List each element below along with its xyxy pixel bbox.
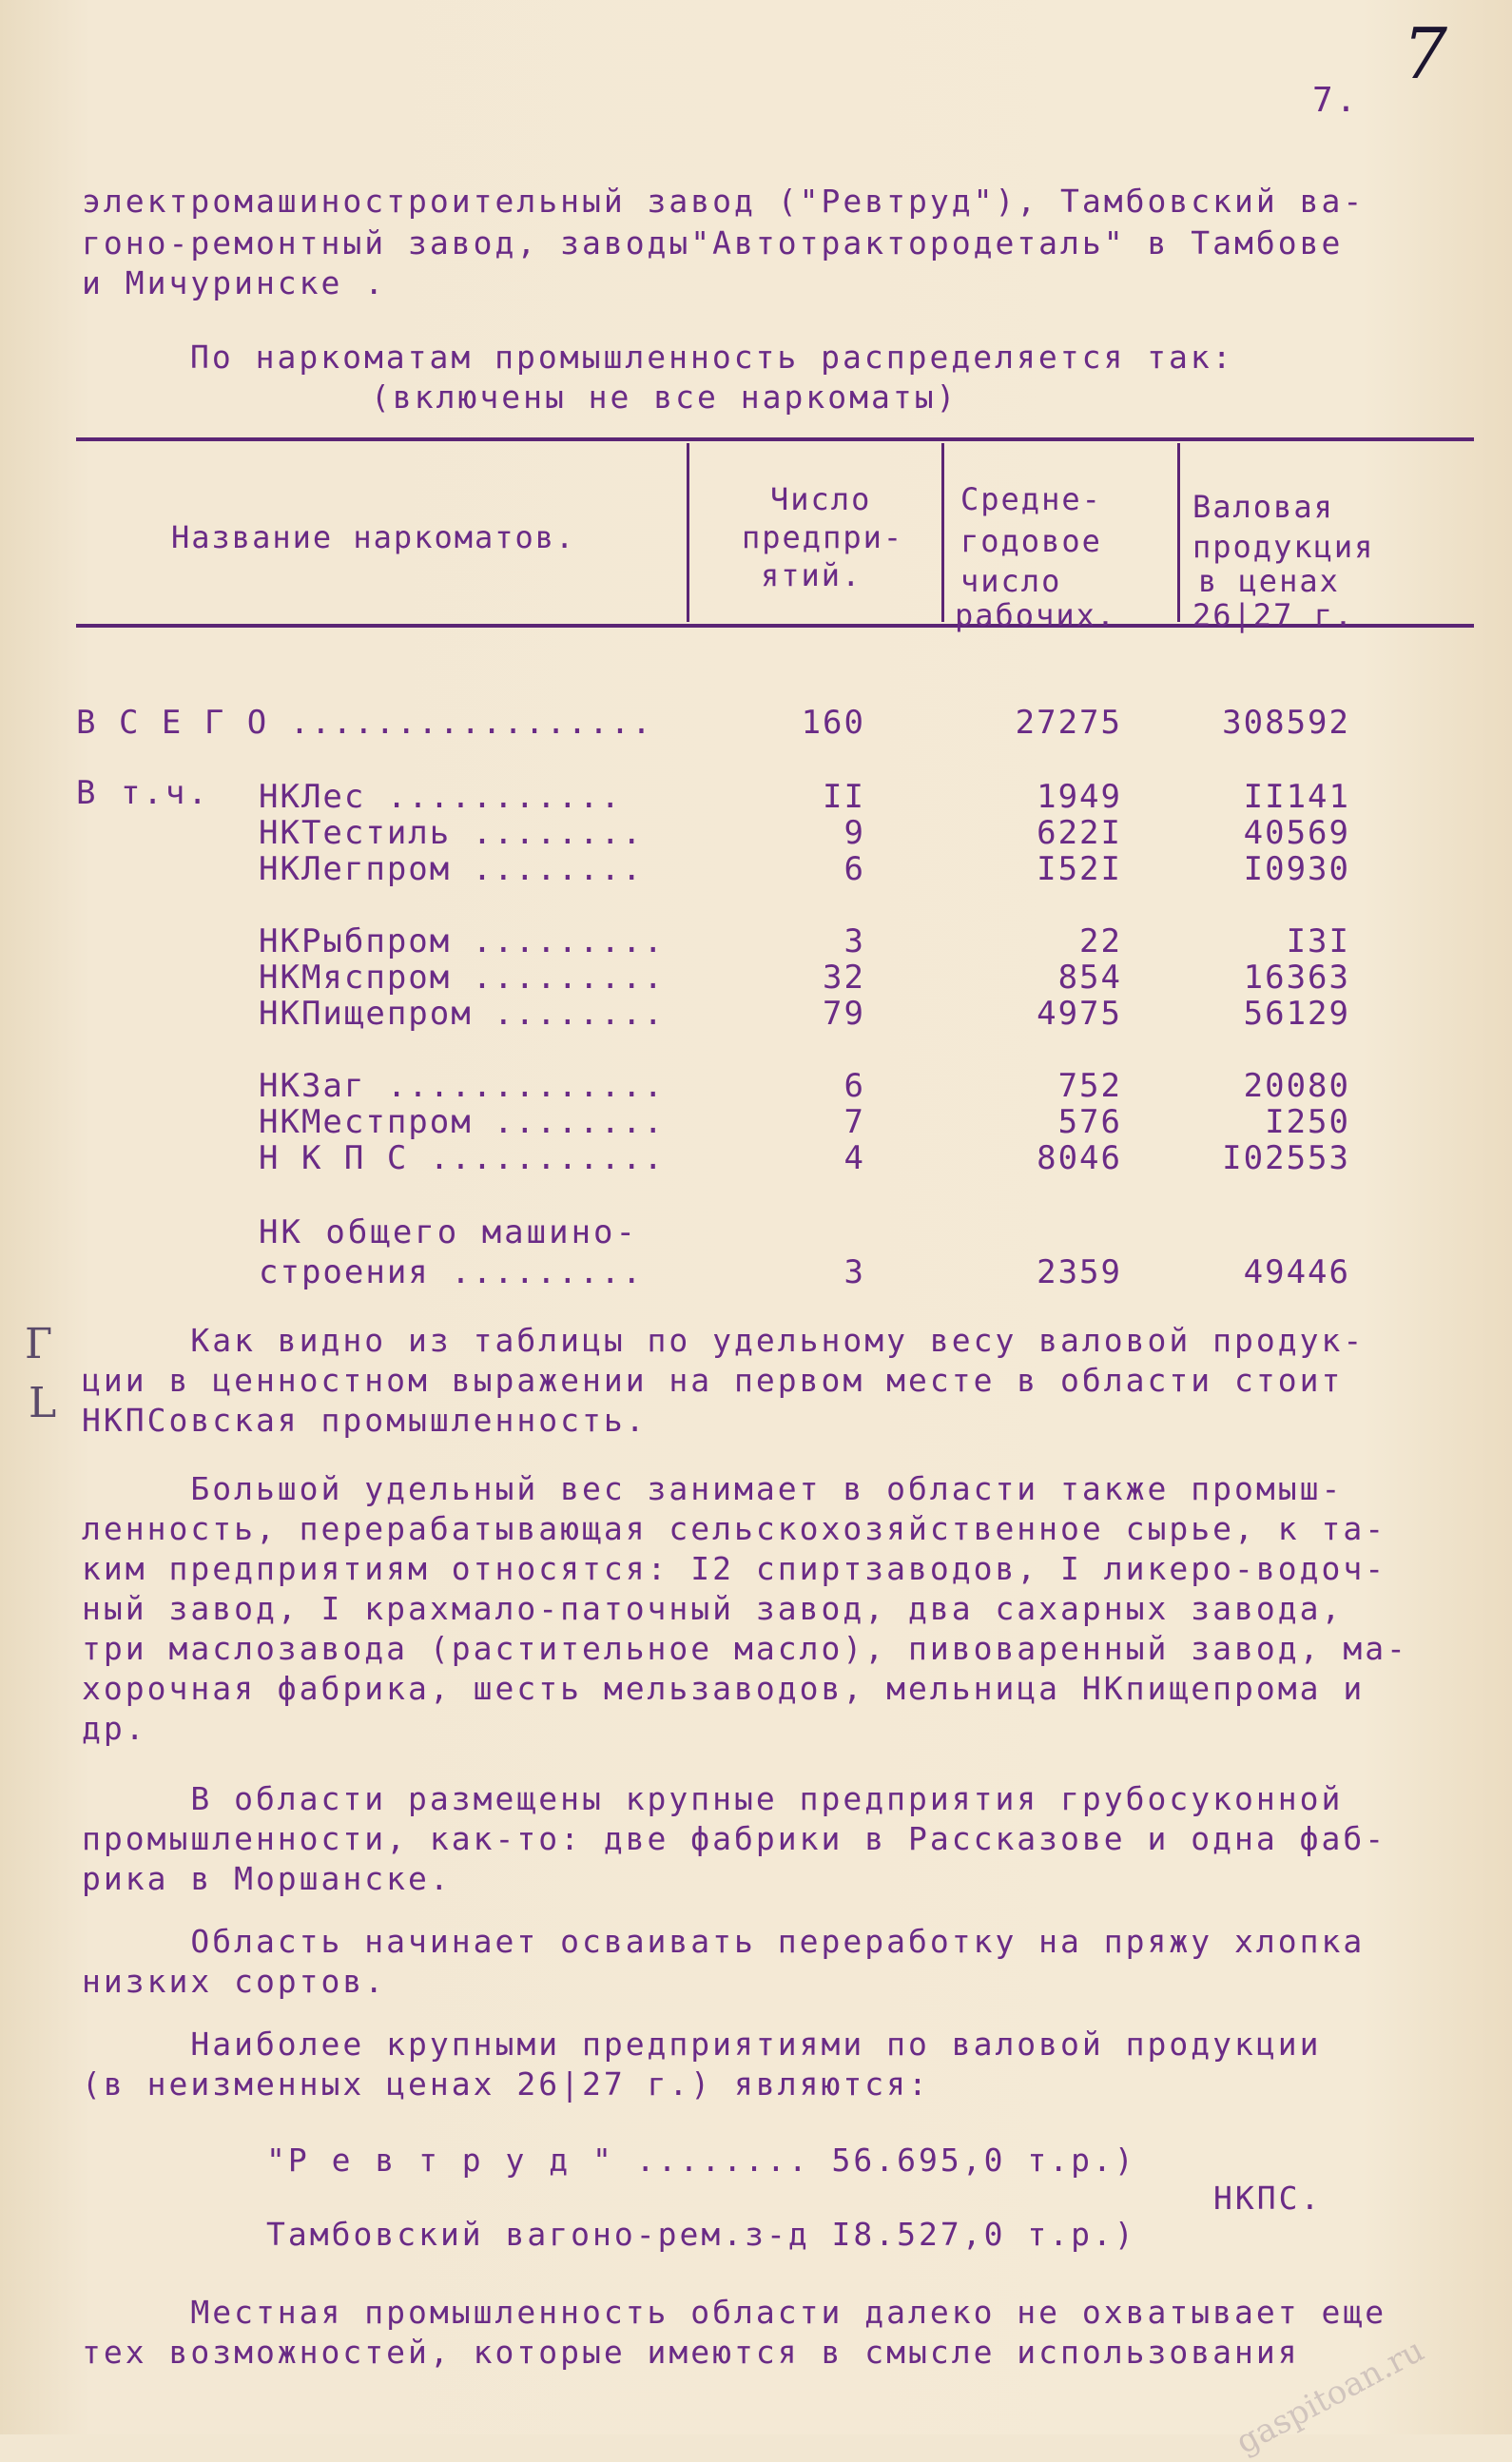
row-workers: 854	[1057, 959, 1122, 997]
row-output: I0930	[1243, 850, 1350, 888]
table-row	[0, 1103, 1512, 1141]
paragraph-line: Наиболее крупными предприятиями по валовой продукции	[82, 2026, 1322, 2063]
row-label: НКПищепром ........	[259, 995, 665, 1033]
header-output-4: 26|27 г.	[1192, 597, 1355, 633]
row-label: Н К П С ...........	[259, 1139, 665, 1177]
row-output: 40569	[1243, 814, 1350, 852]
column-divider-3	[1177, 443, 1180, 622]
row-enterprises: 3	[843, 922, 865, 960]
paragraph-line: ции в ценностном выражении на первом месте в области стоит	[82, 1362, 1344, 1399]
row-label: НКЛес ...........	[259, 778, 622, 816]
paragraph-line: Большой удельный вес занимает в области также промыш-	[82, 1470, 1344, 1507]
total-output: 308592	[1222, 704, 1350, 742]
row-enterprises: 7	[843, 1103, 865, 1141]
header-workers-3: число	[960, 563, 1062, 599]
paragraph-line: ный завод, I крахмало-паточный завод, два сахарных завода,	[82, 1590, 1344, 1627]
paragraph-line: три маслозавода (растительное масло), пивоваренный завод, ма-	[82, 1630, 1408, 1667]
row-workers: 752	[1057, 1067, 1122, 1105]
row-label: НКТестиль ........	[259, 814, 644, 852]
row-label: НКМестпром ........	[259, 1103, 665, 1141]
row-workers: I52I	[1037, 850, 1122, 888]
paragraph-line: рика в Моршанске.	[82, 1860, 452, 1897]
paragraph-line: НКПСовская промышленность.	[82, 1402, 648, 1439]
incl-label: В т.ч.	[76, 774, 210, 812]
header-output-2: продукция	[1192, 529, 1375, 565]
paragraph-line: хорочная фабрика, шесть мельзаводов, мельница НКпищепрома и	[82, 1670, 1366, 1707]
row-output: 20080	[1243, 1067, 1350, 1105]
row-output: II141	[1243, 778, 1350, 816]
row-workers: 622I	[1037, 814, 1122, 852]
row-output: I250	[1265, 1103, 1350, 1141]
header-enterprises-3: ятий.	[761, 557, 863, 593]
typed-page-number: 7.	[1312, 81, 1360, 120]
header-workers-2: годовое	[960, 523, 1102, 559]
row-workers: 2359	[1037, 1253, 1122, 1291]
paragraph-line: Местная промышленность области далеко не охватывает еще	[82, 2294, 1387, 2331]
row-output: I3I	[1286, 922, 1350, 960]
handwritten-page-number: 7	[1403, 13, 1448, 95]
row-label: НКМяспром .........	[259, 959, 665, 997]
row-workers: 1949	[1037, 778, 1122, 816]
row-enterprises: 32	[823, 959, 865, 997]
row-enterprises: 3	[843, 1253, 865, 1291]
intro-line-2: гоно-ремонтный завод, заводы"Автотрактородеталь" в Тамбове	[82, 224, 1344, 262]
row-workers: 576	[1057, 1103, 1122, 1141]
column-divider-1	[687, 443, 689, 622]
total-enterprises: 160	[801, 704, 865, 742]
paragraph-line: промышленности, как-то: две фабрики в Рассказове и одна фаб-	[82, 1820, 1387, 1857]
paragraph-line: (в неизменных ценах 26|27 г.) являются:	[82, 2065, 930, 2103]
last-row-label-line-1: НК общего машино-	[259, 1213, 638, 1251]
row-label: НКРыбпром .........	[259, 922, 665, 960]
header-enterprises-1: Число	[770, 481, 872, 517]
table-top-rule	[76, 437, 1474, 441]
table-row	[0, 814, 1512, 852]
paragraph-line: В области размещены крупные предприятия грубосуконной	[82, 1780, 1344, 1817]
table-row	[0, 1067, 1512, 1105]
row-label: НКЛегпром ........	[259, 850, 644, 888]
table-row	[0, 995, 1512, 1033]
table-row	[0, 778, 1512, 816]
table-subtitle: (включены не все наркоматы)	[371, 378, 959, 416]
header-output-1: Валовая	[1192, 489, 1334, 525]
row-output: 16363	[1243, 959, 1350, 997]
paragraph-line: низких сортов.	[82, 1963, 387, 2000]
row-workers: 4975	[1037, 995, 1122, 1033]
row-enterprises: II	[823, 778, 865, 816]
enterprise-line-tambov: Тамбовский вагоно-рем.з-д I8.527,0 т.р.)	[266, 2216, 1136, 2253]
table-title: По наркоматам промышленность распределяется так:	[190, 339, 1234, 376]
row-output: 56129	[1243, 995, 1350, 1033]
intro-line-3: и Мичуринске .	[82, 264, 387, 301]
header-workers-4: рабочих.	[955, 597, 1117, 633]
header-enterprises-2: предпри-	[742, 519, 904, 555]
table-row	[0, 850, 1512, 888]
row-output: I02553	[1222, 1139, 1350, 1177]
row-enterprises: 6	[843, 850, 865, 888]
table-row	[0, 959, 1512, 997]
margin-mark-top: Г	[25, 1320, 53, 1368]
table-row-machine-building	[0, 1253, 1512, 1291]
row-label: НКЗаг .............	[259, 1067, 665, 1105]
watermark: gaspitoan.ru	[1230, 2331, 1431, 2462]
paragraph-line: Как видно из таблицы по удельному весу валовой продук-	[82, 1322, 1366, 1359]
table-row-total	[0, 704, 1512, 742]
row-label: строения .........	[259, 1253, 644, 1291]
table-row	[0, 922, 1512, 960]
table-row	[0, 1139, 1512, 1177]
total-workers: 27275	[1015, 704, 1122, 742]
row-workers: 8046	[1037, 1139, 1122, 1177]
row-enterprises: 6	[843, 1067, 865, 1105]
total-label: В С Е Г О .................	[76, 704, 653, 742]
enterprises-group-label: НКПС.	[1213, 2180, 1323, 2217]
paragraph-line: ленность, перерабатывающая сельскохозяйственное сырье, к та-	[82, 1510, 1387, 1547]
header-name: Название наркоматов.	[171, 519, 576, 555]
header-output-3: в ценах	[1198, 563, 1340, 599]
header-workers-1: Средне-	[960, 481, 1102, 517]
paragraph-line: ким предприятиям относятся: I2 спиртзаводов, I ликеро-водоч-	[82, 1550, 1387, 1587]
row-enterprises: 79	[823, 995, 865, 1033]
row-enterprises: 4	[843, 1139, 865, 1177]
column-divider-2	[941, 443, 944, 622]
paragraph-line: др.	[82, 1710, 147, 1747]
margin-mark-bottom: L	[29, 1379, 57, 1427]
row-output: 49446	[1243, 1253, 1350, 1291]
paragraph-line: тех возможностей, которые имеются в смысле использования	[82, 2334, 1300, 2371]
enterprise-line-revtrud: "Р е в т р у д " ........ 56.695,0 т.р.)	[266, 2142, 1136, 2179]
paragraph-line: Область начинает осваивать переработку на пряжу хлопка	[82, 1923, 1366, 1960]
intro-line-1: электромашиностроительный завод ("Ревтруд"), Тамбовский ва-	[82, 183, 1366, 220]
row-workers: 22	[1079, 922, 1122, 960]
row-enterprises: 9	[843, 814, 865, 852]
